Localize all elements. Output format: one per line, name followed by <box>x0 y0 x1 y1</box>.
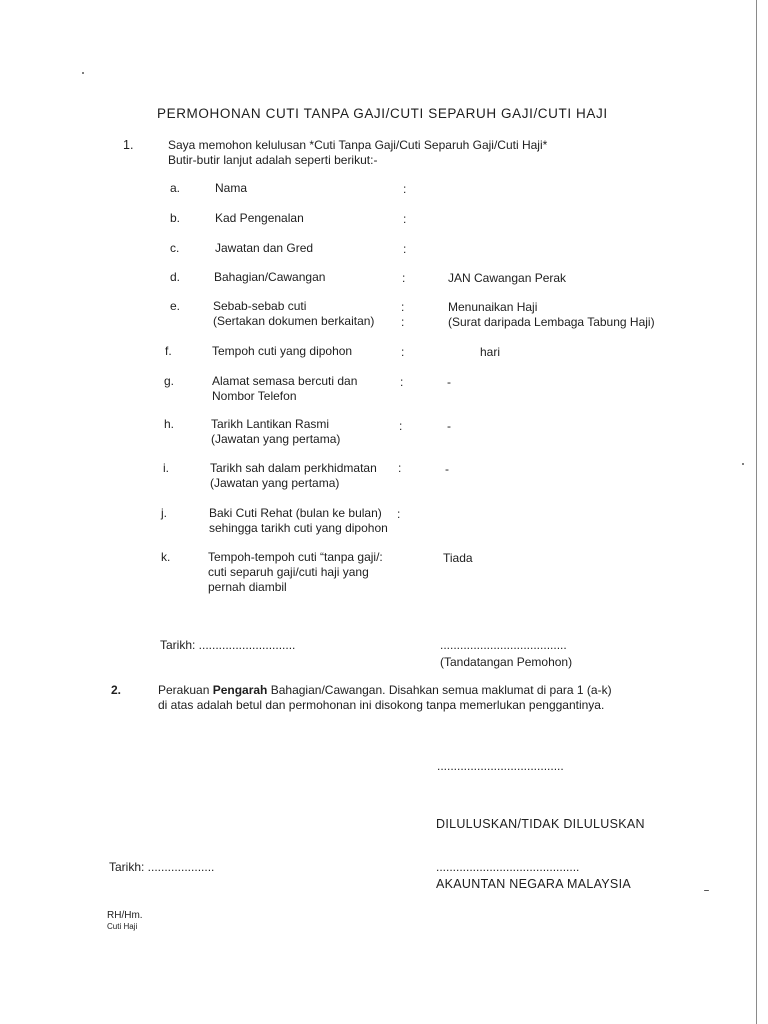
item-letter: d. <box>170 270 181 284</box>
item-letter: g. <box>164 374 175 388</box>
item-value: JAN Cawangan Perak <box>448 271 567 285</box>
section1-intro-line2: Butir-butir lanjut adalah seperti berikut:- <box>168 153 378 167</box>
item-colon: : <box>403 182 407 196</box>
section2-line1: Perakuan Pengarah Bahagian/Cawangan. Disahkan semua maklumat di para 1 (a-k) <box>158 683 612 697</box>
item-label: Bahagian/Cawangan <box>214 270 326 284</box>
footer-sub: Cuti Haji <box>107 922 138 931</box>
applicant-signature-caption: (Tandatangan Pemohon) <box>440 655 573 669</box>
item-letter: a. <box>170 181 181 195</box>
approval-status: DILULUSKAN/TIDAK DILULUSKAN <box>436 817 645 831</box>
item-label-note: (Jawatan yang pertama) <box>211 432 341 446</box>
item-value: hari <box>480 345 501 359</box>
form-title: PERMOHONAN CUTI TANPA GAJI/CUTI SEPARUH GAJI/CUTI HAJI <box>157 106 608 121</box>
item-label-line2: Nombor Telefon <box>212 389 297 403</box>
item-colon: : <box>403 242 407 256</box>
item-colon: : <box>397 507 401 521</box>
item-colon: : <box>400 375 404 389</box>
item-letter: k. <box>161 550 171 564</box>
item-label: Jawatan dan Gred <box>215 241 314 255</box>
item-colon: : <box>399 419 403 433</box>
item-label-line3: pernah diambil <box>208 580 287 594</box>
item-value: - <box>447 419 451 433</box>
accountant-signature-line[interactable]: ........................................... <box>436 860 580 874</box>
item-letter: e. <box>170 299 181 313</box>
item-letter: f. <box>165 344 172 358</box>
director-signature-line[interactable]: ...................................... <box>437 759 564 773</box>
scan-speck <box>704 890 709 891</box>
item-label: Kad Pengenalan <box>215 211 304 225</box>
approval-authority: AKAUNTAN NEGARA MALAYSIA <box>436 877 631 891</box>
section1-intro-line1: Saya memohon kelulusan *Cuti Tanpa Gaji/Cuti Separuh Gaji/Cuti Haji* <box>168 138 548 152</box>
item-label: Alamat semasa bercuti dan <box>212 374 358 388</box>
item-value: Menunaikan Haji <box>448 300 538 314</box>
item-label-line2: cuti separuh gaji/cuti haji yang <box>208 565 369 579</box>
approval-date-field[interactable]: Tarikh: .................... <box>109 860 215 874</box>
applicant-date-field[interactable]: Tarikh: ............................. <box>160 638 296 652</box>
item-label-note: (Sertakan dokumen berkaitan) <box>213 314 375 328</box>
applicant-signature-line[interactable]: ...................................... <box>440 638 567 652</box>
section2-number: 2. <box>111 683 122 697</box>
item-value: - <box>447 375 451 389</box>
item-letter: j. <box>161 506 167 520</box>
item-colon: : <box>402 271 406 285</box>
item-label-line2: sehingga tarikh cuti yang dipohon <box>209 521 388 535</box>
item-label: Tempoh cuti yang dipohon <box>212 344 353 358</box>
item-colon: : <box>401 345 405 359</box>
section1-number: 1. <box>123 138 134 152</box>
item-letter: i. <box>163 461 169 475</box>
item-letter: h. <box>164 417 175 431</box>
item-colon: : <box>401 300 405 314</box>
item-label: Tarikh Lantikan Rasmi <box>211 417 330 431</box>
item-label-note: (Jawatan yang pertama) <box>210 476 340 490</box>
item-letter: b. <box>170 211 181 225</box>
item-letter: c. <box>170 241 180 255</box>
item-value: Tiada <box>443 551 473 565</box>
scan-edge-line <box>756 0 757 1024</box>
item-label: Tarikh sah dalam perkhidmatan <box>210 461 377 475</box>
scan-speck <box>742 463 744 465</box>
item-value-note: (Surat daripada Lembaga Tabung Haji) <box>448 315 655 329</box>
item-value: - <box>445 462 449 476</box>
footer-ref: RH/Hm. <box>107 910 143 921</box>
item-label: Sebab-sebab cuti <box>213 299 307 313</box>
item-label: Baki Cuti Rehat (bulan ke bulan) <box>209 506 382 520</box>
item-label: Tempoh-tempoh cuti “tanpa gaji/: <box>208 550 383 564</box>
item-label: Nama <box>215 181 248 195</box>
item-colon: : <box>398 461 402 475</box>
item-colon: : <box>403 212 407 226</box>
section2-line2: di atas adalah betul dan permohonan ini disokong tanpa memerlukan penggantinya. <box>158 698 605 712</box>
item-colon: : <box>401 315 405 329</box>
scan-speck <box>82 72 84 74</box>
